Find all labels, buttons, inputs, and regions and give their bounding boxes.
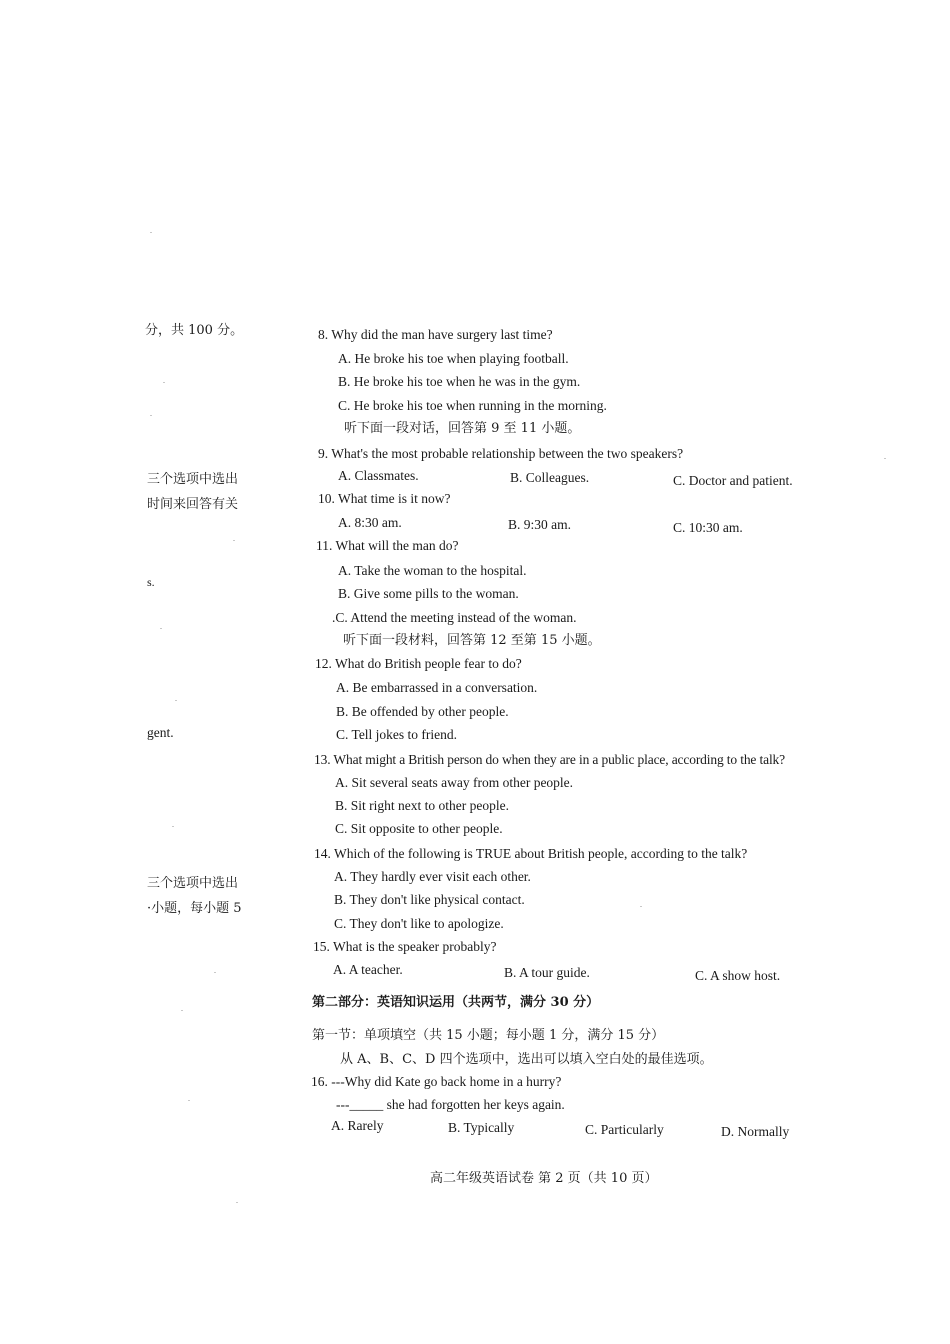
margin-text: gent.	[147, 725, 174, 740]
option-c: C. Tell jokes to friend.	[336, 727, 458, 742]
reply-line: ---_____ she had forgotten her keys again.	[336, 1097, 565, 1112]
margin-text: 分，共 100 分。	[145, 323, 244, 338]
question-stem: 10. What time is it now?	[318, 491, 451, 506]
option-a: A. Rarely	[331, 1118, 384, 1133]
option-a: A. Classmates.	[338, 468, 419, 483]
option-b: B. Sit right next to other people.	[335, 798, 509, 813]
option-a: A. They hardly ever visit each other.	[334, 869, 531, 884]
page-footer: 高二年级英语试卷 第 2 页（共 10 页）	[430, 1171, 658, 1186]
option-b: B. Give some pills to the woman.	[338, 586, 519, 601]
option-c: C. 10:30 am.	[673, 520, 743, 535]
option-a: A. A teacher.	[333, 962, 403, 977]
question-stem: 11. What will the man do?	[316, 538, 459, 553]
option-a: A. He broke his toe when playing football.	[338, 351, 569, 366]
option-b: B. He broke his toe when he was in the gym.	[338, 374, 581, 389]
margin-text: 三个选项中选出	[147, 876, 239, 891]
option-a: A. Sit several seats away from other people.	[335, 775, 574, 790]
option-a: A. Take the woman to the hospital.	[338, 563, 527, 578]
option-b: B. Typically	[448, 1120, 515, 1135]
option-d: D. Normally	[721, 1124, 790, 1139]
question-stem: 9. What's the most probable relationship between the two speakers?	[318, 446, 684, 461]
question-stem: 15. What is the speaker probably?	[313, 939, 497, 954]
option-c: .C. Attend the meeting instead of the woman.	[332, 610, 577, 625]
margin-text: 三个选项中选出	[147, 472, 239, 487]
option-a: A. Be embarrassed in a conversation.	[336, 680, 538, 695]
question-stem: 8. Why did the man have surgery last time?	[318, 327, 553, 342]
option-b: B. Colleagues.	[510, 470, 590, 485]
option-b: B. They don't like physical contact.	[334, 892, 525, 907]
option-c: C. A show host.	[695, 968, 781, 983]
option-c: C. They don't like to apologize.	[334, 916, 504, 931]
margin-text: 时间来回答有关	[147, 497, 239, 512]
option-a: A. 8:30 am.	[338, 515, 402, 530]
option-c: C. Particularly	[585, 1122, 664, 1137]
part-2-title: 第二部分：英语知识运用（共两节，满分 30 分）	[312, 995, 600, 1010]
option-c: C. Sit opposite to other people.	[335, 821, 503, 836]
margin-text: ·小题，每小题 5	[147, 901, 242, 916]
option-b: B. A tour guide.	[504, 965, 590, 980]
option-b: B. Be offended by other people.	[336, 704, 509, 719]
instruction-9-11: 听下面一段对话，回答第 9 至 11 小题。	[344, 421, 581, 436]
section-1-instruction: 从 A、B、C、D 四个选项中，选出可以填入空白处的最佳选项。	[340, 1052, 713, 1067]
option-b: B. 9:30 am.	[508, 517, 571, 532]
instruction-12-15: 听下面一段材料，回答第 12 至第 15 小题。	[343, 633, 601, 648]
option-c: C. Doctor and patient.	[673, 473, 793, 488]
question-stem: 16. ---Why did Kate go back home in a hurry?	[311, 1074, 562, 1089]
question-stem: 13. What might a British person do when they are in a public place, according to the talk?	[314, 752, 785, 767]
option-c: C. He broke his toe when running in the morning.	[338, 398, 607, 413]
question-stem: 14. Which of the following is TRUE about British people, according to the talk?	[314, 846, 748, 861]
question-stem: 12. What do British people fear to do?	[315, 656, 522, 671]
section-1-title: 第一节：单项填空（共 15 小题；每小题 1 分，满分 15 分）	[312, 1028, 665, 1043]
margin-text: s.	[147, 575, 155, 589]
